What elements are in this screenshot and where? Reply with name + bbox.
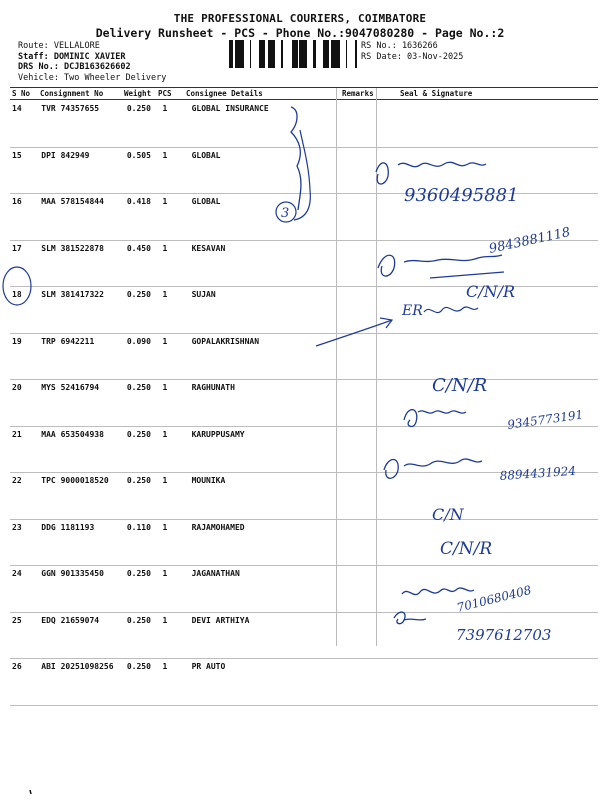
barcode-bar [305, 40, 307, 68]
row-weight: 0.505 [126, 147, 162, 194]
col-weight: Weight [124, 89, 152, 98]
row-pcs: 1 [161, 519, 190, 566]
row-consignee: GOPALAKRISHNAN [191, 333, 340, 380]
row-consignment-no: ABI 20251098256 [40, 659, 126, 706]
barcode-bar [239, 40, 241, 68]
row-seal-signature [380, 380, 598, 427]
table-row [10, 147, 598, 194]
row-pcs: 1 [161, 612, 190, 659]
table-row [10, 194, 598, 241]
row-seal-signature [380, 612, 598, 659]
table-row [10, 380, 598, 427]
barcode-bar [268, 40, 269, 68]
row-consignee: KESAVAN [191, 240, 340, 287]
col-consignee: Consignee Details [186, 89, 263, 98]
row-consignee: DEVI ARTHIYA [191, 612, 340, 659]
row-weight: 0.250 [126, 566, 162, 613]
barcode-bar [337, 40, 340, 68]
col-sno: S No [12, 89, 31, 98]
row-sno: 24 [10, 566, 40, 613]
row-consignment-no: DPI 842949 [40, 147, 126, 194]
row-seal-signature [380, 426, 598, 473]
row-pcs: 1 [161, 380, 190, 427]
meta-left [18, 41, 166, 83]
barcode-bar [293, 40, 295, 68]
row-sno: 16 [10, 194, 40, 241]
row-remarks [340, 101, 381, 147]
table-row [10, 519, 598, 566]
row-pcs: 1 [161, 473, 190, 520]
row-sno: 26 [10, 659, 40, 706]
row-weight: 0.418 [126, 194, 162, 241]
barcode-bar [304, 40, 305, 68]
barcode [229, 40, 357, 68]
row-remarks [340, 519, 381, 566]
table-row [10, 426, 598, 473]
table-row [10, 240, 598, 287]
row-seal-signature [380, 287, 598, 334]
barcode-bar [241, 40, 244, 68]
row-consignee: RAJAMOHAMED [191, 519, 340, 566]
row-consignee: JAGANATHAN [191, 566, 340, 613]
row-sno: 25 [10, 612, 40, 659]
barcode-bar [335, 40, 337, 68]
row-sno: 23 [10, 519, 40, 566]
company-title: THE PROFESSIONAL COURIERS, COIMBATORE [173, 12, 427, 25]
barcode-bar [235, 40, 238, 68]
row-consignee: KARUPPUSAMY [191, 426, 340, 473]
row-seal-signature [380, 240, 598, 287]
row-seal-signature [380, 566, 598, 613]
row-pcs: 1 [161, 426, 190, 473]
cnr-1: C/N/R [466, 282, 516, 301]
row-consignment-no: MAA 578154844 [40, 194, 126, 241]
barcode-bar [299, 40, 301, 68]
phone-2: 9843881118 [487, 225, 572, 257]
row-consignment-no: SLM 381522878 [40, 240, 126, 287]
table-row [10, 333, 598, 380]
row-pcs: 1 [161, 333, 190, 380]
cnr-2: C/N/R [432, 375, 488, 396]
row-remarks [340, 147, 381, 194]
row-pcs: 1 [161, 566, 190, 613]
barcode-bar [346, 40, 347, 68]
phone-5: 7010680408 [455, 582, 533, 615]
phone-3: 9345773191 [506, 407, 585, 432]
route: Route: VELLALORE [18, 41, 100, 51]
row-seal-signature [380, 659, 598, 706]
row-consignment-no: TRP 6942211 [40, 333, 126, 380]
row-seal-signature [380, 333, 598, 380]
row-weight: 0.090 [126, 333, 162, 380]
col-remarks: Remarks [342, 89, 374, 98]
er-note: ER [402, 303, 423, 319]
row-weight: 0.250 [126, 473, 162, 520]
vehicle: Vehicle: Two Wheeler Delivery [18, 72, 167, 83]
header-top-rule [10, 87, 598, 88]
barcode-bar [263, 40, 265, 68]
row-sno: 19 [10, 333, 40, 380]
row-sno: 22 [10, 473, 40, 520]
table-row [10, 612, 598, 659]
row-consignee: SUJAN [191, 287, 340, 334]
row-weight: 0.250 [126, 612, 162, 659]
row-consignee: GLOBAL INSURANCE [191, 101, 340, 147]
row-consignment-no: GGN 901335450 [40, 566, 126, 613]
barcode-bar [331, 40, 334, 68]
row-weight: 0.250 [126, 659, 162, 706]
table-row [10, 566, 598, 613]
row-remarks [340, 240, 381, 287]
row-pcs: 1 [161, 659, 190, 706]
row-remarks [340, 473, 381, 520]
row-pcs: 1 [161, 240, 190, 287]
barcode-bar [334, 40, 335, 68]
table-row [10, 659, 598, 706]
barcode-bar [238, 40, 239, 68]
col-seal-signature: Seal & Signature [400, 89, 473, 98]
row-seal-signature [380, 473, 598, 520]
row-consignment-no: SLM 381417322 [40, 287, 126, 334]
row-seal-signature [380, 194, 598, 241]
barcode-bar [301, 40, 304, 68]
row-sno: 18 [10, 287, 40, 334]
row-pcs: 1 [161, 147, 190, 194]
rs-number: RS No.: 1636266 [361, 41, 438, 51]
row-weight: 0.110 [126, 519, 162, 566]
drs-number: DRS No.: DCJB163626602 [18, 62, 131, 72]
scan-speck [30, 790, 31, 794]
row-consignment-no: MAA 653504938 [40, 426, 126, 473]
barcode-bar [281, 40, 283, 68]
barcode-bar [323, 40, 325, 68]
row-consignment-no: EDQ 21659074 [40, 612, 126, 659]
row-sno: 15 [10, 147, 40, 194]
row-pcs: 1 [161, 287, 190, 334]
circled-three: 3 [281, 206, 290, 221]
barcode-bar [259, 40, 262, 68]
barcode-bar [355, 40, 357, 68]
col-consignment: Consignment No [40, 89, 104, 98]
staff: Staff: DOMINIC XAVIER [18, 51, 126, 62]
barcode-bar [229, 40, 232, 68]
barcode-bar [295, 40, 298, 68]
row-weight: 0.250 [126, 426, 162, 473]
table-row [10, 101, 598, 147]
row-sno: 14 [10, 101, 40, 147]
col-pcs: PCS [158, 89, 172, 98]
barcode-bar [250, 40, 251, 68]
row-consignee: PR AUTO [191, 659, 340, 706]
row-consignee: MOUNIKA [191, 473, 340, 520]
row-consignment-no: MYS 52416794 [40, 380, 126, 427]
barcode-bar [262, 40, 263, 68]
row-remarks [340, 333, 381, 380]
row-weight: 0.450 [126, 240, 162, 287]
row-sno: 20 [10, 380, 40, 427]
row-consignee: RAGHUNATH [191, 380, 340, 427]
row-seal-signature [380, 101, 598, 147]
row-sno: 21 [10, 426, 40, 473]
barcode-bar [292, 40, 293, 68]
table-row [10, 473, 598, 520]
barcode-bar [269, 40, 271, 68]
row-remarks [340, 380, 381, 427]
row-remarks [340, 659, 381, 706]
barcode-bar [232, 40, 233, 68]
row-consignment-no: TVR 74357655 [40, 101, 126, 147]
barcode-bar [325, 40, 328, 68]
phone-1: 9360495881 [404, 185, 519, 206]
row-pcs: 1 [161, 194, 190, 241]
runsheet-subtitle: Delivery Runsheet - PCS - Phone No.:9047080280 - Page No.:2 [95, 26, 505, 40]
rs-date: RS Date: 03-Nov-2025 [361, 51, 464, 62]
row-weight: 0.250 [126, 101, 162, 147]
row-remarks [340, 426, 381, 473]
row-weight: 0.250 [126, 380, 162, 427]
row-sno: 17 [10, 240, 40, 287]
row-consignment-no: DDG 1181193 [40, 519, 126, 566]
phone-4: 8894431924 [499, 463, 577, 483]
row-remarks [340, 287, 381, 334]
row-pcs: 1 [161, 101, 190, 147]
runsheet-table [10, 101, 598, 706]
row-consignment-no: TPC 9000018520 [40, 473, 126, 520]
header-bottom-rule [10, 99, 598, 100]
row-consignee: GLOBAL [191, 194, 340, 241]
row-remarks [340, 194, 381, 241]
row-consignee: GLOBAL [191, 147, 340, 194]
row-remarks [340, 566, 381, 613]
row-seal-signature [380, 147, 598, 194]
meta-right [361, 41, 463, 62]
cnr-3: C/N/R [440, 539, 493, 559]
phone-6: 7397612703 [456, 626, 552, 644]
row-remarks [340, 612, 381, 659]
table-row [10, 287, 598, 334]
barcode-bar [274, 40, 275, 68]
barcode-bar [271, 40, 274, 68]
row-seal-signature [380, 519, 598, 566]
barcode-bar [313, 40, 316, 68]
row-weight: 0.250 [126, 287, 162, 334]
cn-note: C/N [432, 505, 464, 524]
barcode-bar [328, 40, 329, 68]
